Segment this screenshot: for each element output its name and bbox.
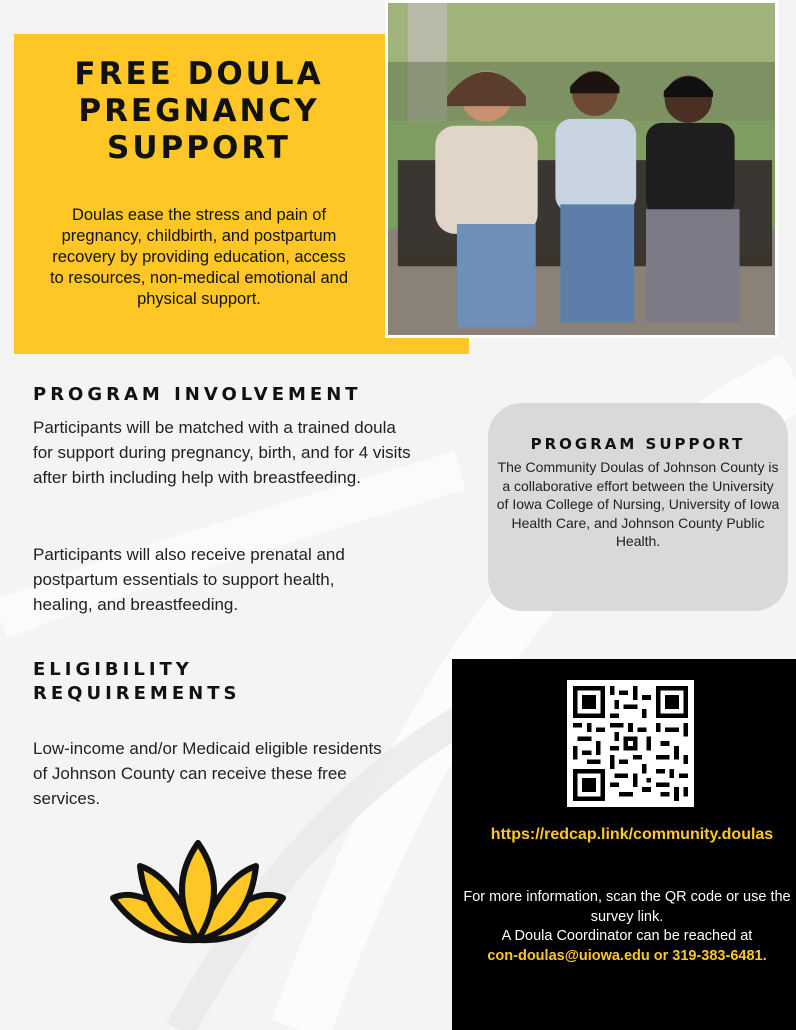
program-support-text: The Community Doulas of Johnson County is a collaborative effort between the University of Iowa College of Nursing, University of Iowa Health Care, and Johnson County Public Health. [496, 459, 780, 549]
doulas-photo [385, 0, 778, 338]
contact-panel [452, 659, 796, 1030]
program-involvement-heading: PROGRAM INVOLVEMENT [33, 384, 362, 405]
survey-link[interactable]: https://redcap.link/community.doulas [490, 826, 774, 843]
contact-details[interactable]: con-doulas@uiowa.edu or 319-383-6481. [487, 947, 767, 964]
program-involvement-paragraph-1: Participants will be matched with a trained doula for support during pregnancy, birth, and for 4 visits after birth including help with breastfeeding. [33, 418, 411, 487]
hero-box [14, 34, 384, 354]
hero-title: FREE DOULA PREGNANCY SUPPORT [74, 56, 324, 166]
program-support-heading: PROGRAM SUPPORT [530, 435, 746, 453]
qr-code-icon[interactable] [567, 680, 694, 807]
eligibility-text: Low-income and/or Medicaid eligible residents of Johnson County can receive these free services. [33, 739, 382, 808]
contact-info [462, 888, 792, 966]
eligibility-heading: ELIGIBILITY REQUIREMENTS [33, 659, 241, 704]
info-line-1: For more information, scan the QR code or use the survey link. [463, 889, 791, 925]
lotus-icon [105, 838, 291, 948]
info-line-2: A Doula Coordinator can be reached at [501, 928, 753, 944]
program-involvement-paragraph-2: Participants will also receive prenatal and postpartum essentials to support health, healing, and breastfeeding. [33, 545, 345, 614]
hero-description: Doulas ease the stress and pain of pregnancy, childbirth, and postpartum recovery by providing education, access to resources, non-medical emotional and physical support. [49, 206, 349, 308]
program-support-box [488, 403, 788, 611]
